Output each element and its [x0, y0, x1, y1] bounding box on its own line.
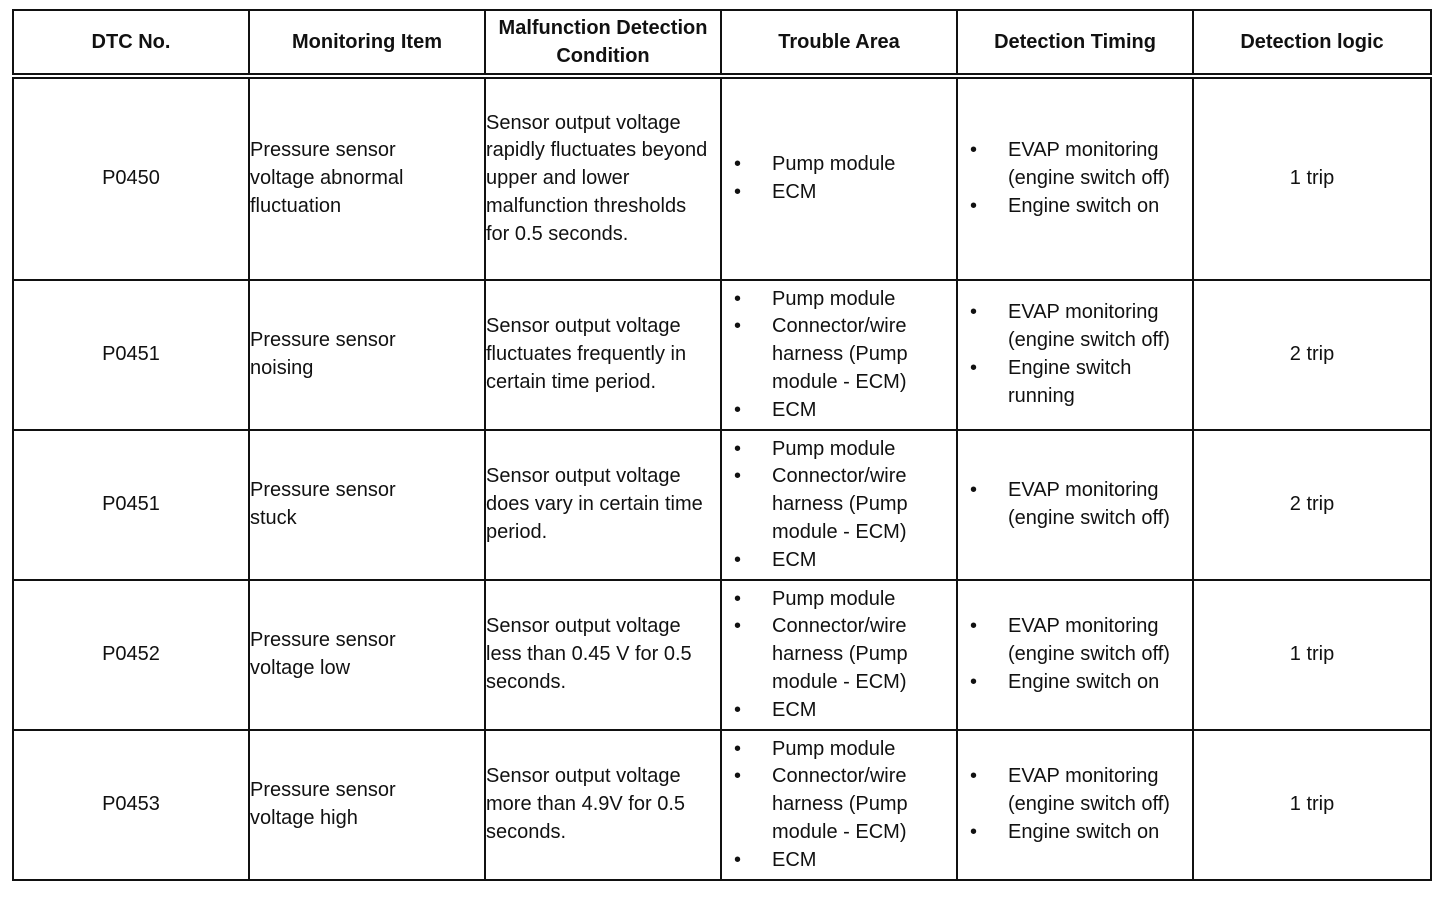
detection-timing [957, 280, 1193, 430]
header-malfunction-condition: Malfunction Detection Condition [485, 10, 721, 76]
list-item: • ECM [722, 697, 956, 725]
detection-timing [957, 430, 1193, 580]
dtc-code: P0451 [13, 430, 249, 580]
list-item: • Pump module [722, 286, 956, 314]
malfunction-condition: Sensor output voltage does vary in certain time period. [485, 430, 721, 580]
list-item: • EVAP monitoring (engine switch off) [958, 613, 1184, 669]
monitoring-item: Pressure sensor noising [249, 280, 485, 430]
detection-timing-list [958, 299, 1184, 410]
table-row [13, 580, 1431, 730]
list-item: • Pump module [722, 436, 956, 464]
trouble-area-list [722, 586, 956, 725]
table-row [13, 280, 1431, 430]
trouble-area [721, 280, 957, 430]
header-dtc-no: DTC No. [13, 10, 249, 76]
list-item: • ECM [722, 397, 956, 425]
detection-timing [957, 76, 1193, 280]
list-item: • ECM [722, 847, 956, 875]
list-item: • EVAP monitoring (engine switch off) [958, 477, 1184, 533]
detection-logic: 1 trip [1193, 580, 1431, 730]
detection-logic: 2 trip [1193, 280, 1431, 430]
detection-timing-list [958, 137, 1184, 220]
trouble-area [721, 430, 957, 580]
list-item: • Connector/wire harness (Pump module - ECM) [722, 313, 956, 396]
detection-timing-list [958, 613, 1184, 696]
list-item: • Pump module [722, 736, 956, 764]
list-item: • EVAP monitoring (engine switch off) [958, 137, 1184, 193]
malfunction-condition: Sensor output voltage fluctuates frequently in certain time period. [485, 280, 721, 430]
detection-logic: 1 trip [1193, 76, 1431, 280]
malfunction-condition: Sensor output voltage less than 0.45 V for 0.5 seconds. [485, 580, 721, 730]
list-item: • Engine switch running [958, 355, 1184, 411]
dtc-code: P0452 [13, 580, 249, 730]
dtc-code: P0451 [13, 280, 249, 430]
list-item: • EVAP monitoring (engine switch off) [958, 763, 1184, 819]
header-detection-timing: Detection Timing [957, 10, 1193, 76]
monitoring-item: Pressure sensor voltage high [249, 730, 485, 880]
list-item: • ECM [722, 179, 956, 207]
dtc-code: P0453 [13, 730, 249, 880]
trouble-area-list [722, 286, 956, 425]
detection-logic: 1 trip [1193, 730, 1431, 880]
monitoring-item: Pressure sensor stuck [249, 430, 485, 580]
dtc-table [12, 9, 1432, 881]
list-item: • EVAP monitoring (engine switch off) [958, 299, 1184, 355]
trouble-area-list [722, 151, 956, 207]
list-item: • Engine switch on [958, 819, 1184, 847]
header-trouble-area: Trouble Area [721, 10, 957, 76]
dtc-code: P0450 [13, 76, 249, 280]
malfunction-condition: Sensor output voltage rapidly fluctuates beyond upper and lower malfunction thresholds for 0.5 seconds. [485, 76, 721, 280]
list-item: • Connector/wire harness (Pump module - ECM) [722, 763, 956, 846]
list-item: • Connector/wire harness (Pump module - ECM) [722, 613, 956, 696]
header-row [13, 10, 1431, 76]
trouble-area-list [722, 736, 956, 875]
table-row [13, 76, 1431, 280]
malfunction-condition: Sensor output voltage more than 4.9V for 0.5 seconds. [485, 730, 721, 880]
monitoring-item: Pressure sensor voltage low [249, 580, 485, 730]
list-item: • Connector/wire harness (Pump module - ECM) [722, 463, 956, 546]
monitoring-item: Pressure sensor voltage abnormal fluctuation [249, 76, 485, 280]
table-row [13, 730, 1431, 880]
trouble-area-list [722, 436, 956, 575]
list-item: • Engine switch on [958, 193, 1184, 221]
trouble-area [721, 76, 957, 280]
trouble-area [721, 580, 957, 730]
list-item: • ECM [722, 547, 956, 575]
list-item: • Pump module [722, 586, 956, 614]
trouble-area [721, 730, 957, 880]
list-item: • Pump module [722, 151, 956, 179]
detection-logic: 2 trip [1193, 430, 1431, 580]
detection-timing [957, 580, 1193, 730]
header-monitoring-item: Monitoring Item [249, 10, 485, 76]
header-detection-logic: Detection logic [1193, 10, 1431, 76]
detection-timing-list [958, 477, 1184, 533]
table-row [13, 430, 1431, 580]
list-item: • Engine switch on [958, 669, 1184, 697]
detection-timing-list [958, 763, 1184, 846]
detection-timing [957, 730, 1193, 880]
